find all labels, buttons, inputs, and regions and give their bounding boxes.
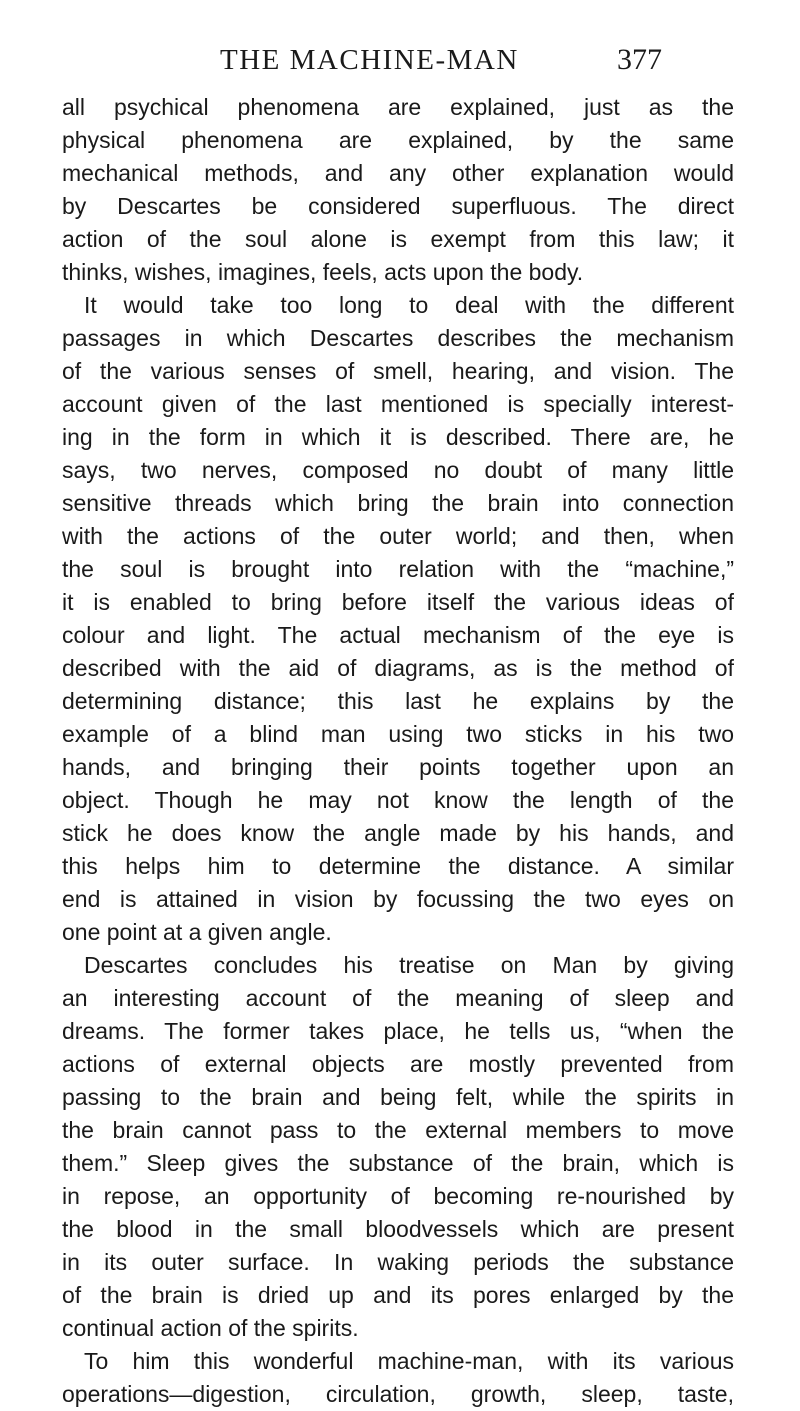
running-head xyxy=(0,40,800,80)
text-line: by Descartes be considered superfluous. The direct xyxy=(62,193,734,219)
text-line: It would take too long to deal with the different xyxy=(84,292,734,318)
text-line: dreams. The former takes place, he tells us, “when the xyxy=(62,1018,734,1044)
text-line: To him this wonderful machine-man, with its various xyxy=(84,1348,734,1374)
text-line: stick he does know the angle made by his hands, and xyxy=(62,820,734,846)
text-line: sensitive threads which bring the brain into connection xyxy=(62,490,734,516)
text-line: thinks, wishes, imagines, feels, acts upon the body. xyxy=(62,259,584,285)
text-line: described with the aid of diagrams, as is the method of xyxy=(62,655,734,681)
text-line: physical phenomena are explained, by the same xyxy=(62,127,734,153)
text-line: with the actions of the outer world; and then, when xyxy=(62,523,734,549)
text-line: of the brain is dried up and its pores enlarged by the xyxy=(62,1282,734,1308)
text-line: the soul is brought into relation with the “machine,” xyxy=(62,556,734,582)
text-line: Descartes concludes his treatise on Man by giving xyxy=(84,952,734,978)
text-line: colour and light. The actual mechanism of the eye is xyxy=(62,622,734,648)
text-line: passages in which Descartes describes the mechanism xyxy=(62,325,734,351)
text-line: object. Though he may not know the length of the xyxy=(62,787,734,813)
body-text xyxy=(62,91,734,1411)
text-line: example of a blind man using two sticks in his two xyxy=(62,721,734,747)
page-number: 377 xyxy=(617,43,662,76)
text-line: end is attained in vision by focussing the two eyes on xyxy=(62,886,734,912)
text-line: hands, and bringing their points together upon an xyxy=(62,754,734,780)
text-line: determining distance; this last he explains by the xyxy=(62,688,734,714)
text-line: the blood in the small bloodvessels which are present xyxy=(62,1216,734,1242)
text-line: one point at a given angle. xyxy=(62,919,332,945)
text-line: an interesting account of the meaning of sleep and xyxy=(62,985,734,1011)
text-line: continual action of the spirits. xyxy=(62,1315,359,1341)
text-line: of the various senses of smell, hearing, and vision. The xyxy=(62,358,734,384)
text-line: action of the soul alone is exempt from this law; it xyxy=(62,226,734,252)
text-line: this helps him to determine the distance. A similar xyxy=(62,853,734,879)
text-line: ing in the form in which it is described. There are, he xyxy=(62,424,734,450)
text-line: operations—digestion, circulation, growth, sleep, taste, xyxy=(62,1381,734,1407)
text-line: actions of external objects are mostly prevented from xyxy=(62,1051,734,1077)
text-line: them.” Sleep gives the substance of the brain, which is xyxy=(62,1150,734,1176)
text-line: it is enabled to bring before itself the various ideas of xyxy=(62,589,734,615)
text-line: says, two nerves, composed no doubt of many little xyxy=(62,457,734,483)
text-line: the brain cannot pass to the external members to move xyxy=(62,1117,734,1143)
running-title: THE MACHINE-MAN xyxy=(220,44,519,76)
text-line: mechanical methods, and any other explanation would xyxy=(62,160,734,186)
text-line: in its outer surface. In waking periods the substance xyxy=(62,1249,734,1275)
text-line: all psychical phenomena are explained, just as the xyxy=(62,94,734,120)
text-line: passing to the brain and being felt, while the spirits in xyxy=(62,1084,734,1110)
text-line: in repose, an opportunity of becoming re-nourished by xyxy=(62,1183,734,1209)
text-line: account given of the last mentioned is specially interest- xyxy=(62,391,734,417)
